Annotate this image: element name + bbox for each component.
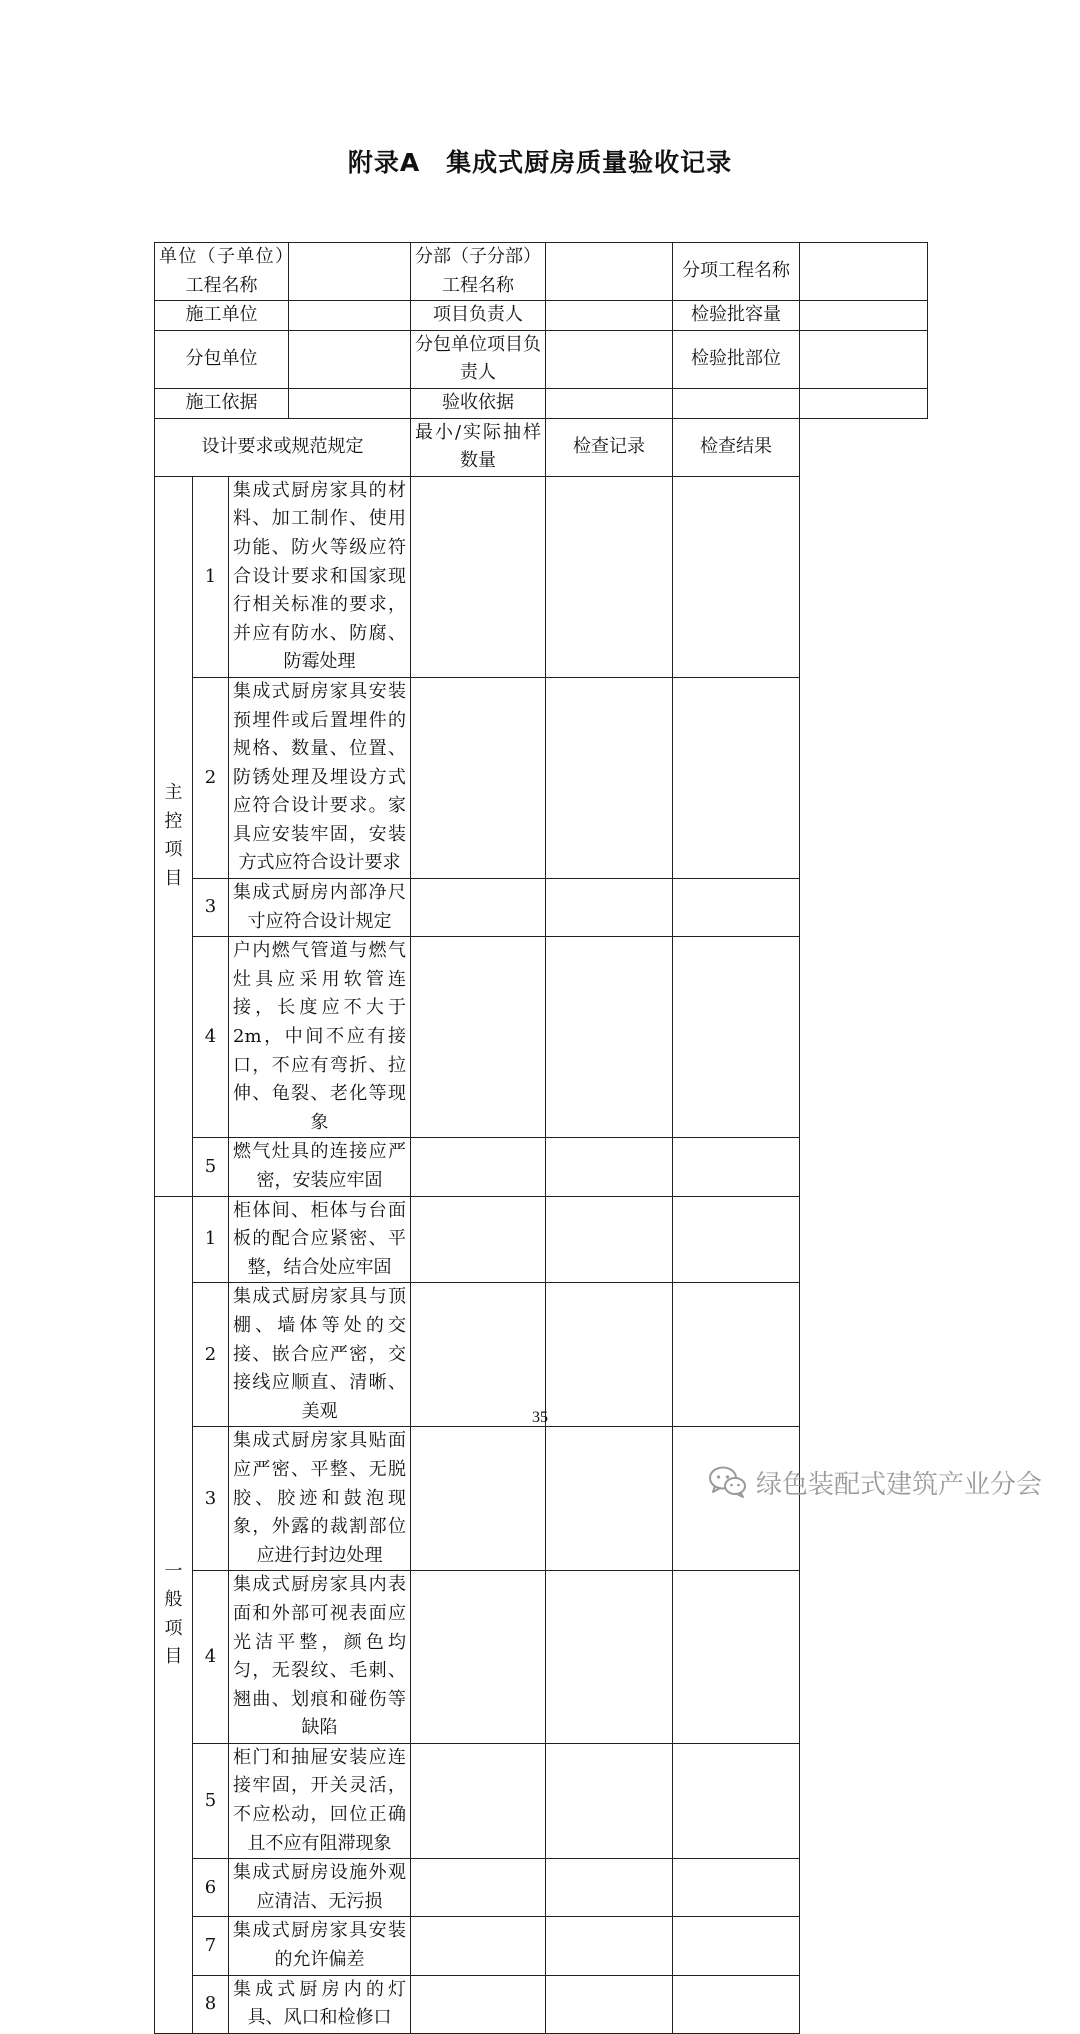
inspection-result-cell[interactable] [673, 1138, 800, 1196]
requirement-text: 户内燃气管道与燃气灶具应采用软管连接，长度应不大于 2m，中间不应有接口，不应有弯折、拉伸、龟裂、老化等现象 [229, 937, 411, 1138]
subcontract-unit-label: 分包单位 [155, 330, 289, 388]
general-group-label: 一般项目 [155, 1196, 193, 2033]
item-number: 4 [193, 937, 229, 1138]
inspection-record-cell[interactable] [546, 1571, 673, 1744]
inspection-result-cell[interactable] [673, 476, 800, 677]
sample-count-cell[interactable] [411, 1975, 546, 2033]
requirement-text: 集成式厨房家具的材料、加工制作、使用功能、防火等级应符合设计要求和国家现行相关标准的要求，并应有防水、防腐、防霉处理 [229, 476, 411, 677]
batch-capacity-label: 检验批容量 [673, 301, 800, 331]
sample-count-cell[interactable] [411, 879, 546, 937]
watermark-text: 绿色装配式建筑产业分会 [756, 1469, 1043, 1500]
item-number: 5 [193, 1743, 229, 1858]
inspection-record-cell[interactable] [546, 1196, 673, 1283]
requirement-text: 集成式厨房内的灯具、风口和检修口 [229, 1975, 411, 2033]
inspection-record-cell[interactable] [546, 677, 673, 878]
sample-count-cell[interactable] [411, 1917, 546, 1975]
item-number: 1 [193, 476, 229, 677]
inspection-result-cell[interactable] [673, 879, 800, 937]
inspection-result-cell[interactable] [673, 1571, 800, 1744]
item-number: 1 [193, 1196, 229, 1283]
inspection-result-cell[interactable] [673, 1917, 800, 1975]
sample-count-cell[interactable] [411, 1571, 546, 1744]
acceptance-basis-extra[interactable] [673, 388, 800, 418]
page-title: 附录A 集成式厨房质量验收记录 [347, 148, 733, 177]
sample-count-cell[interactable] [411, 476, 546, 677]
unit-project-name-label: 单位（子单位）工程名称 [155, 243, 289, 301]
sample-count-cell[interactable] [411, 1283, 546, 1427]
item-project-name-label: 分项工程名称 [673, 243, 800, 301]
batch-location-label: 检验批部位 [673, 330, 800, 388]
item-number: 2 [193, 1283, 229, 1427]
inspection-result-cell[interactable] [673, 677, 800, 878]
sample-count-cell[interactable] [411, 1138, 546, 1196]
main-control-group-label: 主控项目 [155, 476, 193, 1196]
requirement-text: 柜门和抽屉安装应连接牢固，开关灵活，不应松动，回位正确且不应有阻滞现象 [229, 1743, 411, 1858]
requirement-text: 集成式厨房内部净尺寸应符合设计规定 [229, 879, 411, 937]
inspection-result-cell[interactable] [673, 1859, 800, 1917]
requirement-column-header: 设计要求或规范规定 [155, 418, 411, 476]
sample-count-cell[interactable] [411, 1427, 546, 1571]
inspection-record-cell[interactable] [546, 1917, 673, 1975]
sample-count-cell[interactable] [411, 677, 546, 878]
requirement-text: 集成式厨房家具安装的允许偏差 [229, 1917, 411, 1975]
inspection-record-cell[interactable] [546, 1975, 673, 2033]
inspection-record-cell[interactable] [546, 476, 673, 677]
item-project-name-value[interactable] [800, 243, 928, 301]
sub-part-project-name-value[interactable] [546, 243, 673, 301]
inspection-record-column-header: 检查记录 [546, 418, 673, 476]
sample-count-cell[interactable] [411, 1743, 546, 1858]
requirement-text: 集成式厨房家具与顶棚、墙体等处的交接、嵌合应严密，交接线应顺直、清晰、美观 [229, 1283, 411, 1427]
construction-unit-value[interactable] [289, 301, 411, 331]
inspection-result-cell[interactable] [673, 1196, 800, 1283]
unit-project-name-value[interactable] [289, 243, 411, 301]
sample-count-cell[interactable] [411, 1859, 546, 1917]
requirement-text: 燃气灶具的连接应严密，安装应牢固 [229, 1138, 411, 1196]
inspection-record-cell[interactable] [546, 937, 673, 1138]
requirement-text: 集成式厨房设施外观应清洁、无污损 [229, 1859, 411, 1917]
item-number: 4 [193, 1571, 229, 1744]
project-leader-value[interactable] [546, 301, 673, 331]
item-number: 3 [193, 879, 229, 937]
inspection-result-column-header: 检查结果 [673, 418, 800, 476]
inspection-result-cell[interactable] [673, 1743, 800, 1858]
item-number: 7 [193, 1917, 229, 1975]
item-number: 6 [193, 1859, 229, 1917]
requirement-text: 集成式厨房家具内表面和外部可视表面应光洁平整，颜色均匀，无裂纹、毛刺、翘曲、划痕和碰伤等缺陷 [229, 1571, 411, 1744]
item-number: 3 [193, 1427, 229, 1571]
batch-capacity-value[interactable] [800, 301, 928, 331]
watermark [708, 1462, 1042, 1502]
page-number: 35 [532, 1409, 548, 1426]
construction-basis-value[interactable] [289, 388, 411, 418]
wechat-icon [708, 1465, 748, 1499]
requirement-text: 柜体间、柜体与台面板的配合应紧密、平整，结合处应牢固 [229, 1196, 411, 1283]
inspection-record-cell[interactable] [546, 1427, 673, 1571]
inspection-record-cell[interactable] [546, 879, 673, 937]
sample-count-cell[interactable] [411, 1196, 546, 1283]
inspection-result-cell[interactable] [673, 1283, 800, 1427]
acceptance-basis-label: 验收依据 [411, 388, 546, 418]
requirement-text: 集成式厨房家具安装预埋件或后置埋件的规格、数量、位置、防锈处理及埋设方式应符合设计要求。家具应安装牢固，安装方式应符合设计要求 [229, 677, 411, 878]
acceptance-record-table [154, 242, 928, 2034]
requirement-text: 集成式厨房家具贴面应严密、平整、无脱胶、胶迹和鼓泡现象，外露的裁割部位应进行封边处理 [229, 1427, 411, 1571]
inspection-record-cell[interactable] [546, 1743, 673, 1858]
item-number: 2 [193, 677, 229, 878]
item-number: 8 [193, 1975, 229, 2033]
sample-count-column-header: 最小/实际抽样数量 [411, 418, 546, 476]
item-number: 5 [193, 1138, 229, 1196]
sub-part-project-name-label: 分部（子分部）工程名称 [411, 243, 546, 301]
construction-basis-label: 施工依据 [155, 388, 289, 418]
inspection-result-cell[interactable] [673, 937, 800, 1138]
inspection-record-cell[interactable] [546, 1859, 673, 1917]
inspection-record-cell[interactable] [546, 1283, 673, 1427]
subcontract-unit-value[interactable] [289, 330, 411, 388]
inspection-result-cell[interactable] [673, 1975, 800, 2033]
construction-unit-label: 施工单位 [155, 301, 289, 331]
acceptance-basis-value[interactable] [546, 388, 673, 418]
subcontract-leader-label: 分包单位项目负责人 [411, 330, 546, 388]
inspection-record-cell[interactable] [546, 1138, 673, 1196]
acceptance-basis-extra-2[interactable] [800, 388, 928, 418]
subcontract-leader-value[interactable] [546, 330, 673, 388]
project-leader-label: 项目负责人 [411, 301, 546, 331]
sample-count-cell[interactable] [411, 937, 546, 1138]
batch-location-value[interactable] [800, 330, 928, 388]
